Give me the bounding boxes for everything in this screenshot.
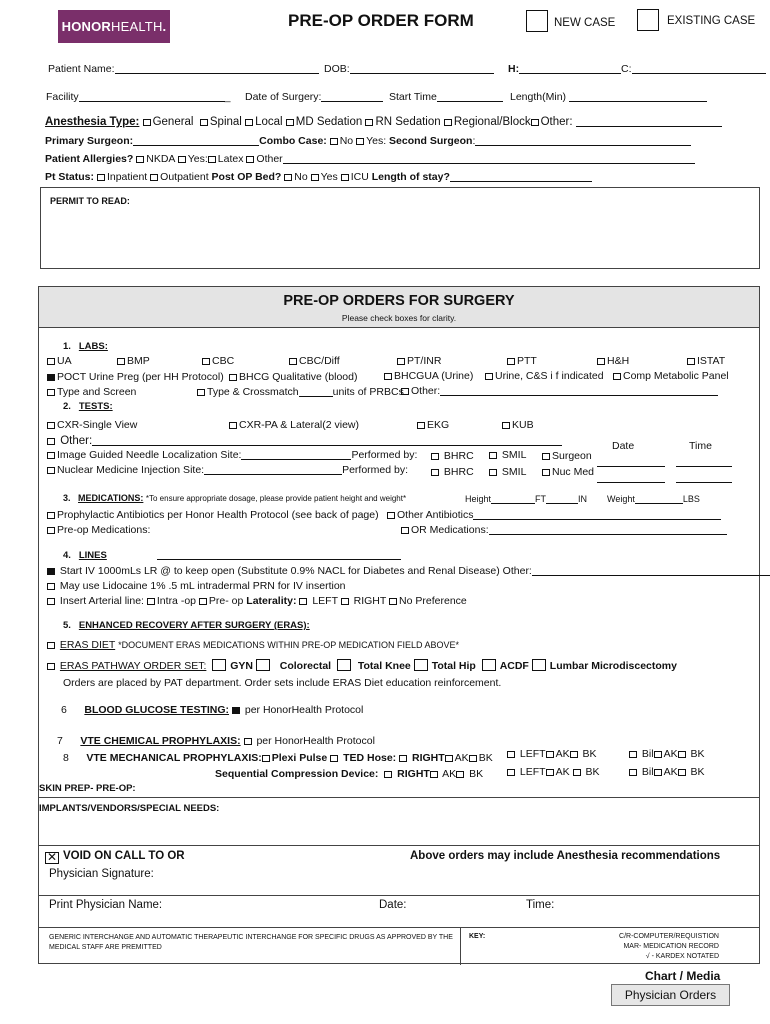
- pre-op-orders-section: [38, 286, 760, 964]
- line-arterial-checkbox[interactable]: Insert Arterial line:: [47, 595, 144, 607]
- home-phone-field[interactable]: H:: [508, 63, 621, 75]
- new-case-checkbox[interactable]: [526, 10, 548, 37]
- ted-right-bk[interactable]: BK: [469, 752, 493, 764]
- facility-field[interactable]: Facility _: [46, 91, 231, 103]
- date-of-surgery-field[interactable]: Date of Surgery:: [245, 91, 383, 103]
- bed-icu-checkbox[interactable]: ICU: [341, 171, 369, 183]
- key-line-1: C/R-COMPUTER/REQUISTION: [619, 933, 719, 940]
- key-line-3: √ - KARDEX NOTATED: [645, 953, 719, 960]
- second-surgeon-field[interactable]: [475, 135, 691, 146]
- arterial-pre-op[interactable]: Pre- op: [199, 595, 243, 607]
- sign-date-field[interactable]: Date:: [379, 899, 407, 911]
- needle-smil[interactable]: SMIL: [489, 449, 526, 461]
- pt-status-row: Pt Status: Inpatient Outpatient Post OP Bed? No Yes ICU Length of stay?: [45, 171, 592, 183]
- eras-total-knee[interactable]: Total Knee: [337, 660, 411, 672]
- divider: [39, 845, 759, 846]
- ted-bil-ak[interactable]: AK: [654, 748, 678, 760]
- scd-row: Sequential Compression Device: RIGHT AK BK: [215, 768, 484, 780]
- labs-heading: 1. LABS:: [63, 341, 108, 352]
- test-kub[interactable]: KUB: [502, 419, 534, 431]
- arterial-left[interactable]: LEFT: [299, 595, 337, 607]
- vte-plexi-pulse[interactable]: Plexi Pulse: [262, 752, 327, 764]
- nuc-date-field[interactable]: [597, 468, 665, 486]
- line-start-iv[interactable]: Start IV 1000mLs LR @ to keep open (Substitute 0.9% NACL for Diabetes and Renal Disease) Other:: [47, 565, 770, 577]
- test-cxr-single[interactable]: CXR-Single View: [47, 419, 137, 431]
- test-other[interactable]: Other:: [47, 435, 562, 447]
- tests-heading: 2. TESTS:: [63, 401, 113, 412]
- eras-diet[interactable]: ERAS DIET *DOCUMENT ERAS MEDICATIONS WITHIN PRE-OP MEDICATION FIELD ABOVE*: [47, 639, 459, 651]
- scd-bil[interactable]: Bil: [629, 766, 654, 778]
- ted-left-ak[interactable]: AK: [546, 748, 570, 760]
- dob-field[interactable]: DOB:: [324, 63, 494, 75]
- physician-signature-field[interactable]: Physician Signature:: [49, 868, 154, 880]
- outpatient-checkbox[interactable]: Outpatient: [150, 171, 208, 183]
- anesthesia-local-checkbox[interactable]: Local: [245, 116, 283, 128]
- ted-right-ak[interactable]: AK: [445, 752, 469, 764]
- lines-heading: 4. LINES: [63, 550, 107, 561]
- print-physician-name-field[interactable]: Print Physician Name:: [49, 899, 163, 911]
- anesthesia-rn-sedation-checkbox[interactable]: RN Sedation: [365, 116, 440, 128]
- lab-bhcg-blood[interactable]: BHCG Qualitative (blood): [229, 371, 357, 383]
- divider: [39, 797, 759, 798]
- ted-left-row: [507, 748, 597, 760]
- scd-right-bk[interactable]: BK: [456, 768, 483, 780]
- chart-media-label: Chart / Media: [645, 969, 721, 983]
- eras-pathway-row: [47, 659, 677, 672]
- allergy-latex-checkbox[interactable]: Latex: [208, 153, 244, 165]
- nuc-time-field[interactable]: [676, 468, 732, 486]
- lines-top-rule: [157, 545, 401, 563]
- lab-cmp[interactable]: Comp Metabolic Panel: [613, 370, 729, 382]
- anesthesia-recommendations-note: Above orders may include Anesthesia recommendations: [410, 850, 721, 862]
- permit-label: PERMIT TO READ:: [50, 196, 130, 206]
- needle-bhrc[interactable]: BHRC: [431, 450, 474, 462]
- permit-to-read-box[interactable]: [40, 187, 760, 269]
- lab-ua[interactable]: UA: [47, 355, 72, 367]
- lab-other[interactable]: Other:: [401, 385, 718, 397]
- test-ekg[interactable]: EKG: [417, 419, 449, 431]
- cell-phone-field[interactable]: C:: [621, 63, 766, 75]
- scd-right[interactable]: RIGHT: [384, 768, 430, 780]
- arterial-right[interactable]: RIGHT: [341, 595, 386, 607]
- vte-mechanical-row: 8 VTE MECHANICAL PROPHYLAXIS: Plexi Pulse TED Hose: RIGHT AK BK: [63, 752, 493, 764]
- lab-bmp[interactable]: BMP: [117, 355, 150, 367]
- honorhealth-logo: HONOR HEALTH .: [58, 10, 170, 43]
- existing-case-checkbox[interactable]: [637, 9, 659, 36]
- med-prophylactic-antibiotics[interactable]: Prophylactic Antibiotics per Honor Health Protocol (see back of page): [47, 509, 379, 521]
- ted-left-bk[interactable]: BK: [570, 748, 597, 760]
- key-line-2: MAR- MEDICATION RECORD: [623, 943, 719, 950]
- nuc-bhrc[interactable]: BHRC: [431, 466, 474, 478]
- divider: [460, 927, 461, 965]
- length-of-stay-field[interactable]: [450, 171, 592, 182]
- nuc-smil[interactable]: SMIL: [489, 466, 526, 478]
- lab-type-crossmatch[interactable]: Type & Crossmatch units of PRBCs: [197, 386, 404, 398]
- ted-bil-row: [629, 748, 705, 760]
- lab-istat[interactable]: ISTAT: [687, 355, 725, 367]
- line-arterial-row: Insert Arterial line: Intra -op Pre- op Laterality: LEFT RIGHT No Preference: [47, 595, 467, 607]
- anesthesia-md-sedation-checkbox[interactable]: MD Sedation: [286, 116, 362, 128]
- ted-left[interactable]: LEFT: [507, 748, 546, 760]
- skin-prep-label: SKIN PREP- PRE-OP:: [39, 783, 136, 794]
- divider: [39, 895, 759, 896]
- section-subtitle: Please check boxes for clarity.: [341, 313, 457, 323]
- patient-name-field[interactable]: Patient Name:: [48, 63, 319, 75]
- lab-h-and-h[interactable]: H&H: [597, 355, 629, 367]
- vte-ted-hose[interactable]: TED Hose:: [330, 752, 396, 764]
- allergy-other-field[interactable]: [283, 153, 695, 164]
- lab-pt-inr[interactable]: PT/INR: [397, 355, 441, 367]
- scd-bil-bk[interactable]: BK: [678, 766, 705, 778]
- scd-left-bk[interactable]: BK: [573, 766, 600, 778]
- eras-lumbar[interactable]: Lumbar Microdiscectomy: [532, 660, 677, 672]
- scd-left-row: [507, 766, 599, 778]
- allergies-row: Patient Allergies? NKDA Yes: Latex Other: [45, 153, 695, 165]
- anesthesia-regional-checkbox[interactable]: Regional/Block: [444, 116, 531, 128]
- combo-no-checkbox[interactable]: No: [330, 135, 353, 147]
- nuc-nuc-med[interactable]: Nuc Med: [542, 466, 594, 478]
- test-needle-localization[interactable]: Image Guided Needle Localization Site: Performed by:: [47, 449, 417, 461]
- eras-total-hip[interactable]: Total Hip: [414, 660, 476, 672]
- bed-no-checkbox[interactable]: No: [284, 171, 307, 183]
- generic-interchange-note: GENERIC INTERCHANGE AND AUTOMATIC THERAPEUTIC INTERCHANGE FOR SPECIFIC DRUGS AS APPROVED BY THE MEDICAL STAFF ARE PREMITTED: [49, 934, 453, 951]
- lab-cbc[interactable]: CBC: [202, 355, 234, 367]
- ted-bil[interactable]: Bil: [629, 748, 654, 760]
- divider: [39, 927, 759, 928]
- arterial-intra-op[interactable]: Intra -op: [147, 595, 196, 607]
- scd-left[interactable]: LEFT: [507, 766, 546, 778]
- eras-acdf[interactable]: ACDF: [482, 660, 529, 672]
- physician-orders-label: Physician Orders: [611, 984, 730, 1006]
- height-weight-fields[interactable]: Height FT IN Weight LBS: [465, 494, 700, 504]
- anesthesia-other-checkbox[interactable]: Other:: [531, 116, 573, 128]
- allergy-yes-checkbox[interactable]: Yes:: [178, 153, 208, 165]
- anesthesia-spinal-checkbox[interactable]: Spinal: [200, 116, 242, 128]
- anesthesia-other-field[interactable]: [576, 116, 722, 127]
- new-case-label: NEW CASE: [554, 17, 616, 29]
- test-cxr-pa-lateral[interactable]: CXR-PA & Lateral(2 view): [229, 419, 359, 431]
- eras-pathway-checkbox[interactable]: ERAS PATHWAY ORDER SET:: [47, 660, 206, 672]
- ted-right[interactable]: RIGHT: [399, 752, 445, 764]
- inpatient-checkbox[interactable]: Inpatient: [97, 171, 147, 183]
- allergy-other-checkbox[interactable]: Other: [246, 153, 282, 165]
- needle-surgeon[interactable]: Surgeon: [542, 450, 592, 462]
- length-field[interactable]: Length(Min): [510, 91, 707, 103]
- med-preop[interactable]: Pre-op Medications:: [47, 524, 150, 536]
- page-title: PRE-OP ORDER FORM: [288, 11, 474, 30]
- lab-type-screen[interactable]: Type and Screen: [47, 386, 136, 398]
- lab-poct-urine-preg[interactable]: POCT Urine Preg (per HH Protocol): [47, 371, 224, 383]
- scd-bil-row: [629, 766, 705, 778]
- scd-right-ak[interactable]: AK: [430, 768, 456, 780]
- scd-left-ak[interactable]: AK: [546, 766, 570, 778]
- eras-colorectal[interactable]: Colorectal: [256, 660, 331, 672]
- arterial-no-preference[interactable]: No Preference: [389, 595, 467, 607]
- vte-chemical-row[interactable]: 7 VTE CHEMICAL PROPHYLAXIS: per HonorHealth Protocol: [57, 735, 375, 747]
- med-other-antibiotics[interactable]: Other Antibiotics: [387, 509, 721, 521]
- lab-cbc-diff[interactable]: CBC/Diff: [289, 355, 340, 367]
- sign-time-field[interactable]: Time:: [526, 899, 555, 911]
- eras-note: Orders are placed by PAT department. Order sets include ERAS Diet education reinforcement.: [63, 677, 502, 689]
- ted-bil-bk[interactable]: BK: [678, 748, 705, 760]
- med-or[interactable]: OR Medications:: [401, 524, 727, 536]
- start-time-field[interactable]: Start Time: [389, 91, 503, 103]
- date-column-label: Date: [612, 440, 635, 452]
- eras-heading: 5. ENHANCED RECOVERY AFTER SURGERY (ERAS):: [63, 620, 310, 631]
- section-header: [39, 287, 759, 328]
- anesthesia-type-row: Anesthesia Type: General Spinal Local MD Sedation RN Sedation Regional/Block Other:: [45, 116, 722, 128]
- test-nuclear-medicine[interactable]: Nuclear Medicine Injection Site: Performed by:: [47, 464, 408, 476]
- lab-bhcgua[interactable]: BHCGUA (Urine): [384, 370, 473, 382]
- key-label: KEY:: [469, 933, 486, 940]
- implants-label: IMPLANTS/VENDORS/SPECIAL NEEDS:: [39, 803, 220, 814]
- scd-bil-ak[interactable]: AK: [654, 766, 678, 778]
- void-on-call-checkbox[interactable]: ✕ VOID ON CALL TO OR: [46, 850, 185, 864]
- surgeon-row: Primary Surgeon: Combo Case: No Yes: Second Surgeon:: [45, 135, 691, 147]
- lab-ptt[interactable]: PTT: [507, 355, 537, 367]
- section-title: PRE-OP ORDERS FOR SURGERY: [283, 293, 515, 309]
- combo-yes-checkbox[interactable]: Yes:: [356, 135, 386, 147]
- allergy-nkda-checkbox[interactable]: NKDA: [136, 153, 175, 165]
- line-lidocaine[interactable]: May use Lidocaine 1% .5 mL intradermal PRN for IV insertion: [47, 580, 346, 592]
- blood-glucose-row[interactable]: 6 BLOOD GLUCOSE TESTING: per HonorHealth Protocol: [61, 704, 364, 716]
- primary-surgeon-field[interactable]: [133, 135, 259, 146]
- medications-heading: 3. MEDICATIONS: *To ensure appropriate dosage, please provide patient height and weight*: [63, 493, 407, 503]
- lab-urine-cs[interactable]: Urine, C&S i f indicated: [485, 370, 604, 382]
- eras-gyn[interactable]: GYN: [212, 660, 253, 672]
- bed-yes-checkbox[interactable]: Yes: [311, 171, 338, 183]
- time-column-label: Time: [689, 440, 712, 452]
- existing-case-label: EXISTING CASE: [667, 15, 756, 27]
- anesthesia-general-checkbox[interactable]: General: [143, 116, 194, 128]
